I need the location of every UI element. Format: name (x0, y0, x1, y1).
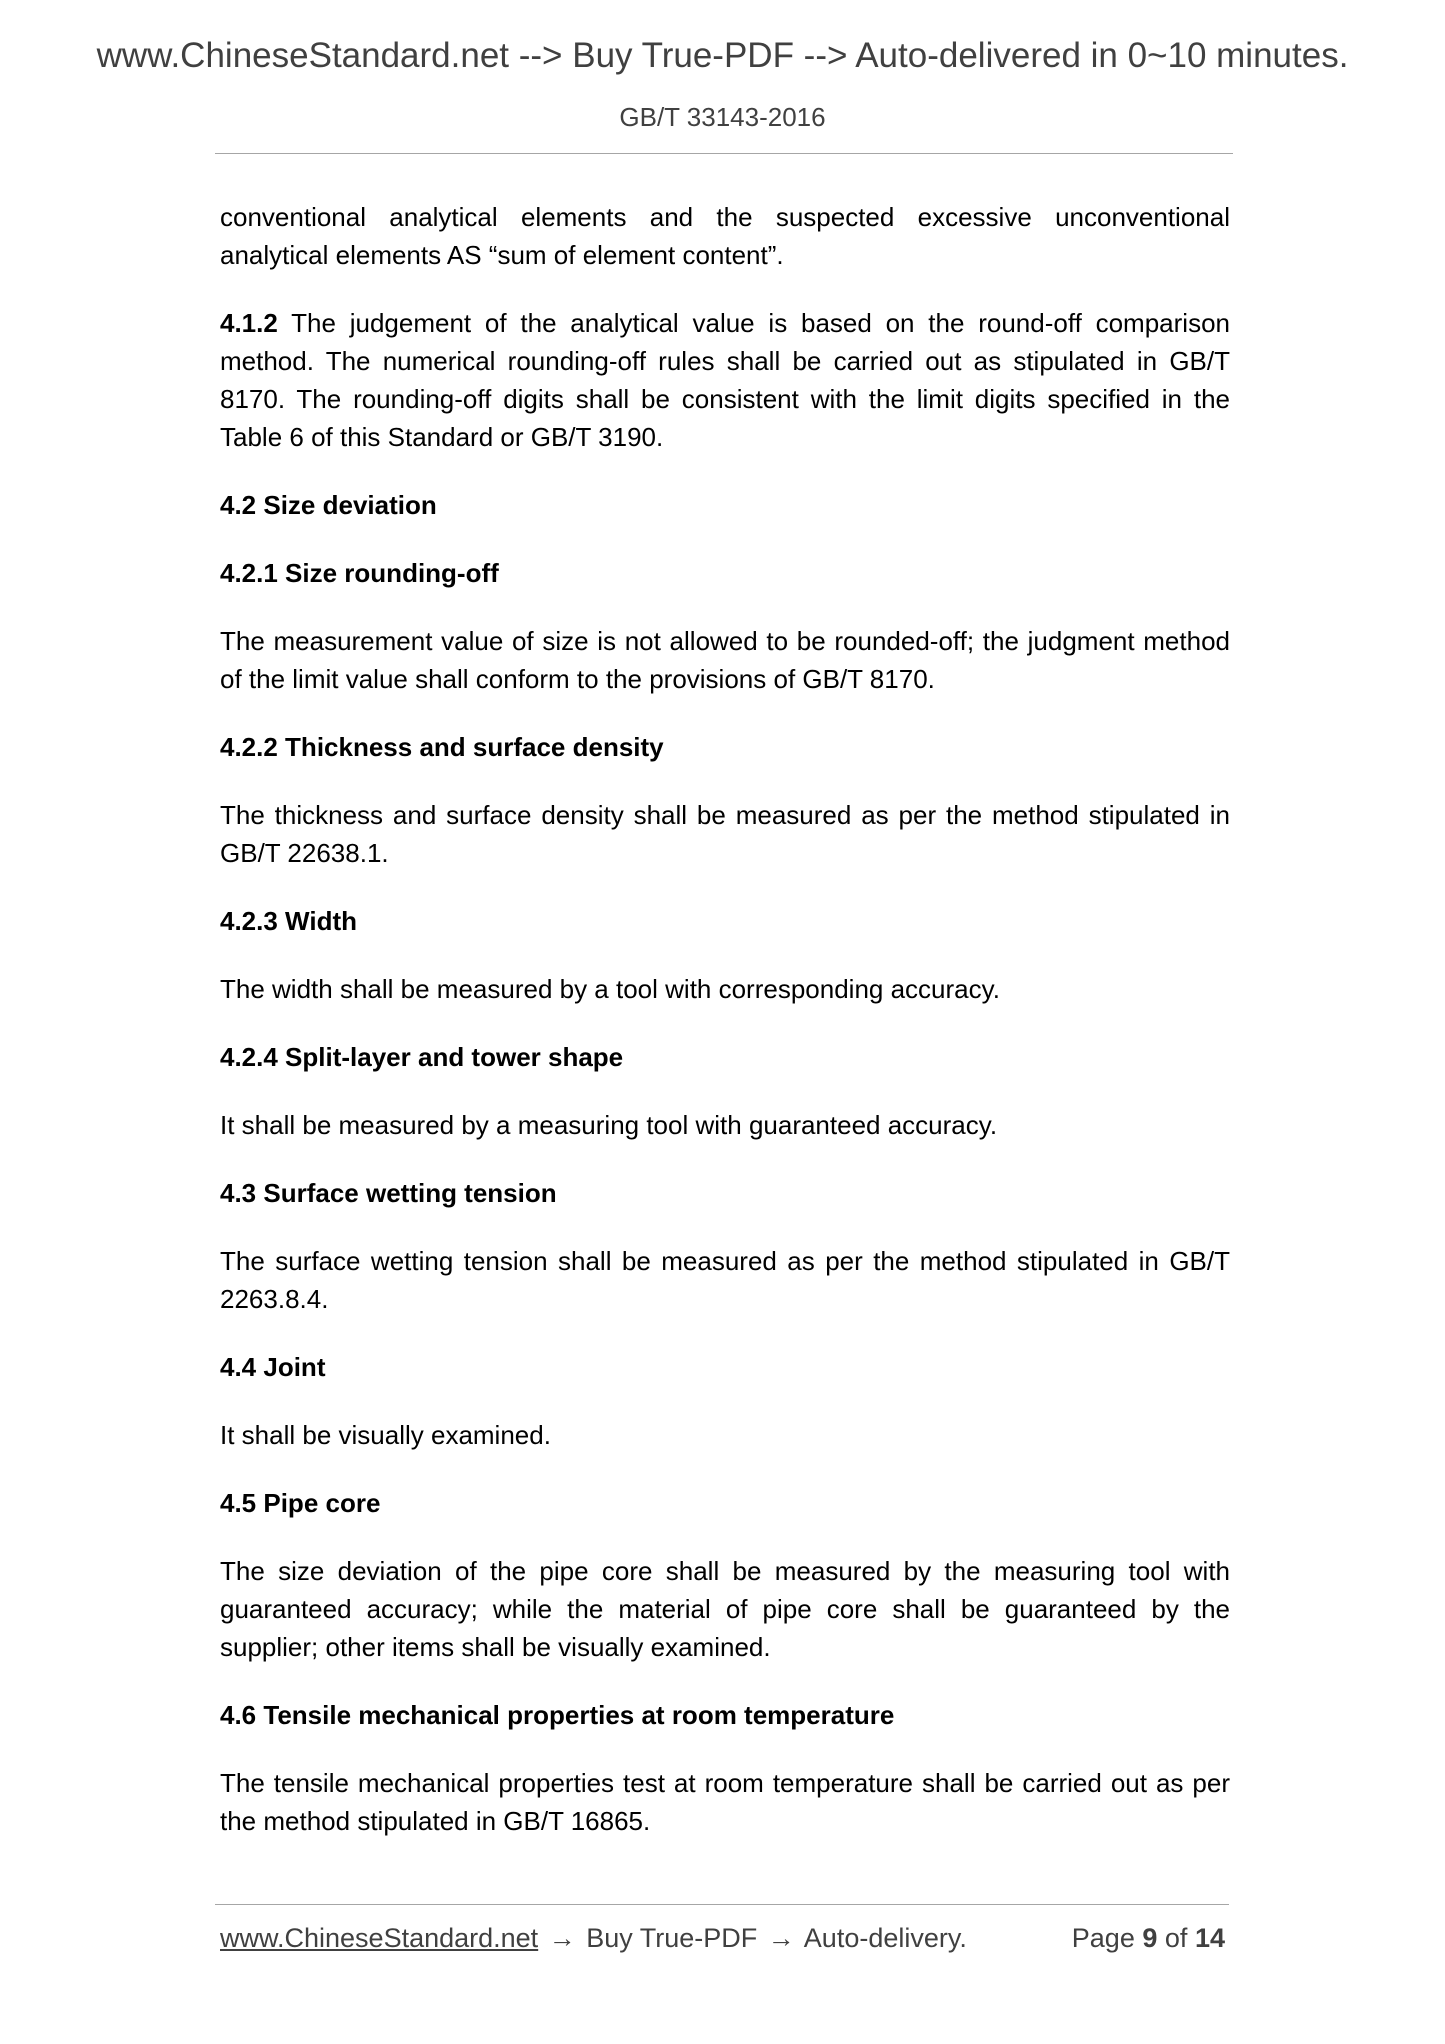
paragraph-4-3: The surface wetting tension shall be measured as per the method stipulated in GB/T 2263.8.4. (220, 1246, 1230, 1314)
paragraph-4-2-1: The measurement value of size is not allowed to be rounded-off; the judgment method of the limit value shall conform to the provisions of GB/T 8170. (220, 626, 1230, 694)
page-indicator (1072, 1923, 1225, 1954)
heading-4-2-1: 4.2.1 Size rounding-off (220, 558, 499, 588)
top-banner[interactable]: www.ChineseStandard.net --> Buy True-PDF --> Auto-delivered in 0~10 minutes. (96, 36, 1349, 75)
heading-4-5: 4.5 Pipe core (220, 1488, 381, 1518)
header-divider (215, 153, 1233, 154)
footer-buy-text: Buy True-PDF (586, 1923, 758, 1953)
footer-delivery-text: Auto-delivery. (803, 1923, 967, 1953)
heading-4-4: 4.4 Joint (220, 1352, 326, 1382)
paragraph-4-5: The size deviation of the pipe core shall be measured by the measuring tool with guaranteed accuracy; while the material of pipe core shall be guaranteed by the supplier; other items shall be visually examined. (220, 1556, 1230, 1662)
paragraph-intro: conventional analytical elements and the suspected excessive unconventional analytical elements AS “sum of element content”. (220, 202, 1230, 270)
paragraph-4-6: The tensile mechanical properties test at room temperature shall be carried out as per the method stipulated in GB/T 16865. (220, 1768, 1230, 1836)
page-total: 14 (1194, 1923, 1225, 1953)
clause-number: 4.1.2 (220, 308, 278, 338)
heading-4-6: 4.6 Tensile mechanical properties at room temperature (220, 1700, 895, 1730)
heading-4-2: 4.2 Size deviation (220, 490, 437, 520)
paragraph-4-2-2: The thickness and surface density shall be measured as per the method stipulated in GB/T 22638.1. (220, 800, 1230, 868)
heading-4-2-4: 4.2.4 Split-layer and tower shape (220, 1042, 624, 1072)
footer-links (220, 1923, 967, 1954)
paragraph-4-2-3: The width shall be measured by a tool with corresponding accuracy. (220, 974, 1000, 1004)
page-number: 9 (1142, 1923, 1158, 1953)
document-body (220, 198, 1230, 1870)
arrow-right-icon: → (548, 1923, 576, 1953)
page-label: Page (1071, 1923, 1135, 1953)
footer-site-link[interactable]: www.ChineseStandard.net (220, 1923, 539, 1953)
paragraph-4-2-4: It shall be measured by a measuring tool with guaranteed accuracy. (220, 1110, 998, 1140)
heading-4-2-3: 4.2.3 Width (220, 906, 358, 936)
of-label: of (1164, 1923, 1188, 1953)
heading-4-2-2: 4.2.2 Thickness and surface density (220, 732, 664, 762)
arrow-right-icon: → (767, 1923, 795, 1953)
footer-divider (215, 1904, 1229, 1905)
paragraph-4-1-2 (220, 304, 1230, 456)
document-code: GB/T 33143-2016 (619, 102, 826, 132)
paragraph-4-4: It shall be visually examined. (220, 1420, 551, 1450)
clause-text: The judgement of the analytical value is based on the round-off comparison method. The numerical rounding-off rules shall be carried out as stipulated in GB/T 8170. The rounding-off digits shall be consistent with the limit digits specified in the Table 6 of this Standard or GB/T 3190. (220, 308, 1230, 452)
heading-4-3: 4.3 Surface wetting tension (220, 1178, 557, 1208)
